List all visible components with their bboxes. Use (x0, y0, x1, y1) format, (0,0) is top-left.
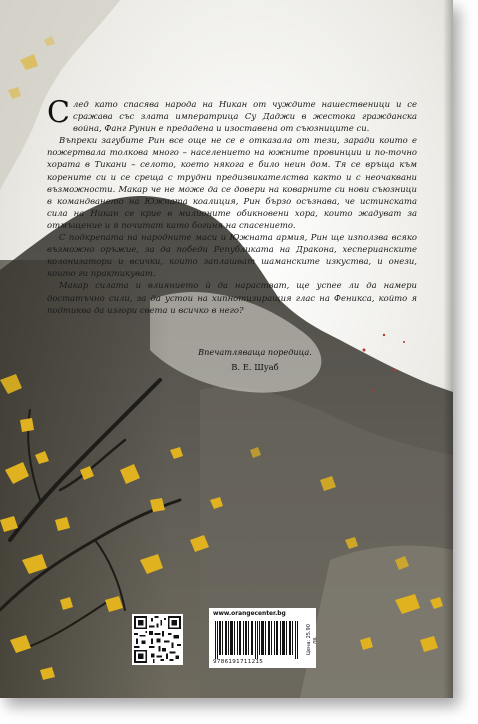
barcode-label (209, 608, 316, 668)
blurb-paragraph: Въпреки загубите Рин все още не се е отказала от тези, заради които е пожертвала толкова много – населението на южните провинции и по-точно хората в Тикани – селото, което някога е било неин дом. Тя се връща към корените си и се среща с трудни предизвикателства както и с неочаквани възможности. Макар че не може да се довери на коварните си нови съюзници в командването на Южната коалиция, Рин бързо осъзнава, че истинската сила на Никан се крие в милионите обикновени хора, които жадуват за отмъщение и я почитат като богиня на спасението. (47, 135, 417, 230)
qr-code (132, 614, 183, 665)
blurb-paragraph: След като спасява народа на Никан от чуждите нашественици и се сражава със злата императрица Су Даджи в жестока гражданска война, Фанг Рунин е предадена и изоставена от съюзниците си. (47, 95, 417, 134)
barcode-icon (215, 621, 301, 659)
blurb-text (47, 95, 417, 316)
endorsement-author: В. Е. Шуаб (231, 362, 279, 372)
endorsement-quote: Впечатляваща поредица. (198, 347, 312, 357)
publisher-website: www.orangecenter.bg (213, 611, 286, 617)
isbn-number: 9786191711215 (213, 659, 264, 665)
blurb-paragraph: С подкрепата на народните маси и Южната армия, Рин ще използва всяко възможно оръжие, за да победи Републиката на Дракона, хесперианските колонизатори и всички, които заплашват шаманските изкуства, и онези, които ги практикуват. (47, 232, 417, 279)
qr-code-icon (134, 616, 181, 663)
price-label: Цена: 25.90 лв. (306, 624, 318, 656)
blurb-paragraph: Макар силата и влиянието ѝ да нарастват, ще успее ли да намери достатъчно сили, за да устои на хипнотизиращия глас на Феникса, който я подтиква да изгори света и всичко в него? (47, 280, 417, 315)
spine-shadow (443, 0, 453, 698)
drop-cap: С (47, 95, 70, 130)
